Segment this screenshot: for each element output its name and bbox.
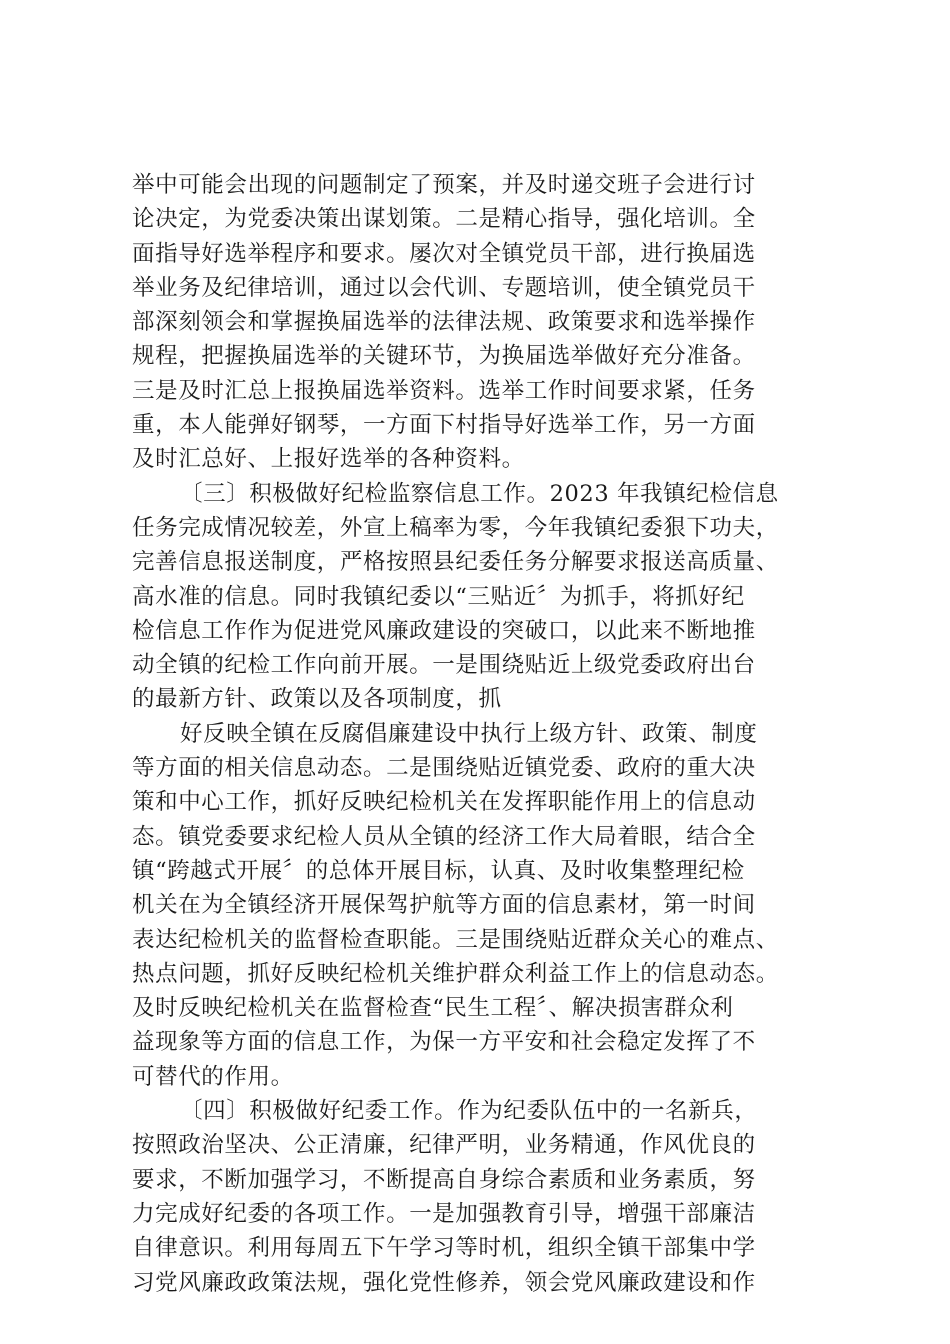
text-line: 规程，把握换届选举的关键环节，为换届选举做好充分准备。 xyxy=(132,343,756,370)
paragraph-start-line: 好反映全镇在反腐倡廉建设中执行上级方针、政策、制度 xyxy=(180,720,758,747)
text-line: 益现象等方面的信息工作，为保一方平安和社会稳定发挥了不 xyxy=(132,1029,756,1056)
text-line: 要求，不断加强学习，不断提高自身综合素质和业务素质，努 xyxy=(132,1166,756,1193)
text-line: 举中可能会出现的问题制定了预案，并及时递交班子会进行讨 xyxy=(132,172,756,198)
text-line: 力完成好纪委的各项工作。一是加强教育引导，增强干部廉洁 xyxy=(132,1200,756,1227)
text-line: 部深刻领会和掌握换届选举的法律法规、政策要求和选举操作 xyxy=(132,309,756,336)
text-line: 镇“跨越式开展〞的总体开展目标，认真、及时收集整理纪检 xyxy=(132,857,745,884)
text-line: 热点问题，抓好反映纪检机关维护群众利益工作上的信息动态。 xyxy=(132,960,779,987)
text-line: 机关在为全镇经济开展保驾护航等方面的信息素材，第一时间 xyxy=(132,892,756,919)
text-line: 论决定，为党委决策出谋划策。二是精心指导，强化培训。全 xyxy=(132,206,756,233)
text-line: 表达纪检机关的监督检查职能。三是围绕贴近群众关心的难点、 xyxy=(132,926,779,953)
text-line: 重，本人能弹好钢琴，一方面下村指导好选举工作，另一方面 xyxy=(132,412,756,439)
text-line: 面指导好选举程序和要求。屡次对全镇党员干部，进行换届选 xyxy=(132,240,756,267)
text-line: 任务完成情况较差，外宣上稿率为零，今年我镇纪委狠下功夫， xyxy=(132,514,779,541)
text-line: 动全镇的纪检工作向前开展。一是围绕贴近上级党委政府出台 xyxy=(132,652,756,679)
text-line: 三是及时汇总上报换届选举资料。选举工作时间要求紧，任务 xyxy=(132,377,756,404)
body-text xyxy=(132,168,832,1300)
paragraph-start-line: 〔三〕积极做好纪检监察信息工作。2023 年我镇纪检信息 xyxy=(180,480,779,507)
text-line: 高水准的信息。同时我镇纪委以“三贴近〞为抓手，将抓好纪 xyxy=(132,583,745,610)
text-line: 完善信息报送制度，严格按照县纪委任务分解要求报送高质量、 xyxy=(132,549,779,576)
text-line: 等方面的相关信息动态。二是围绕贴近镇党委、政府的重大决 xyxy=(132,755,756,782)
text-line: 策和中心工作，抓好反映纪检机关在发挥职能作用上的信息动 xyxy=(132,789,756,816)
text-line: 及时汇总好、上报好选举的各种资料。 xyxy=(132,446,525,473)
text-line: 及时反映纪检机关在监督检查“民生工程〞、解决损害群众利 xyxy=(132,995,734,1022)
text-line: 的最新方针、政策以及各项制度，抓 xyxy=(132,686,502,713)
text-line: 自律意识。利用每周五下午学习等时机，组织全镇干部集中学 xyxy=(132,1235,756,1262)
paragraph-start-line: 〔四〕积极做好纪委工作。作为纪委队伍中的一名新兵， xyxy=(180,1098,758,1125)
text-line: 举业务及纪律培训，通过以会代训、专题培训，使全镇党员干 xyxy=(132,274,756,301)
text-line: 检信息工作作为促进党风廉政建设的突破口，以此来不断地推 xyxy=(132,617,756,644)
text-line: 按照政治坚决、公正清廉，纪律严明，业务精通，作风优良的 xyxy=(132,1132,756,1159)
text-line: 习党风廉政政策法规，强化党性修养，领会党风廉政建设和作 xyxy=(132,1269,756,1296)
text-line: 态。镇党委要求纪检人员从全镇的经济工作大局着眼，结合全 xyxy=(132,823,756,850)
text-line: 可替代的作用。 xyxy=(132,1063,294,1090)
